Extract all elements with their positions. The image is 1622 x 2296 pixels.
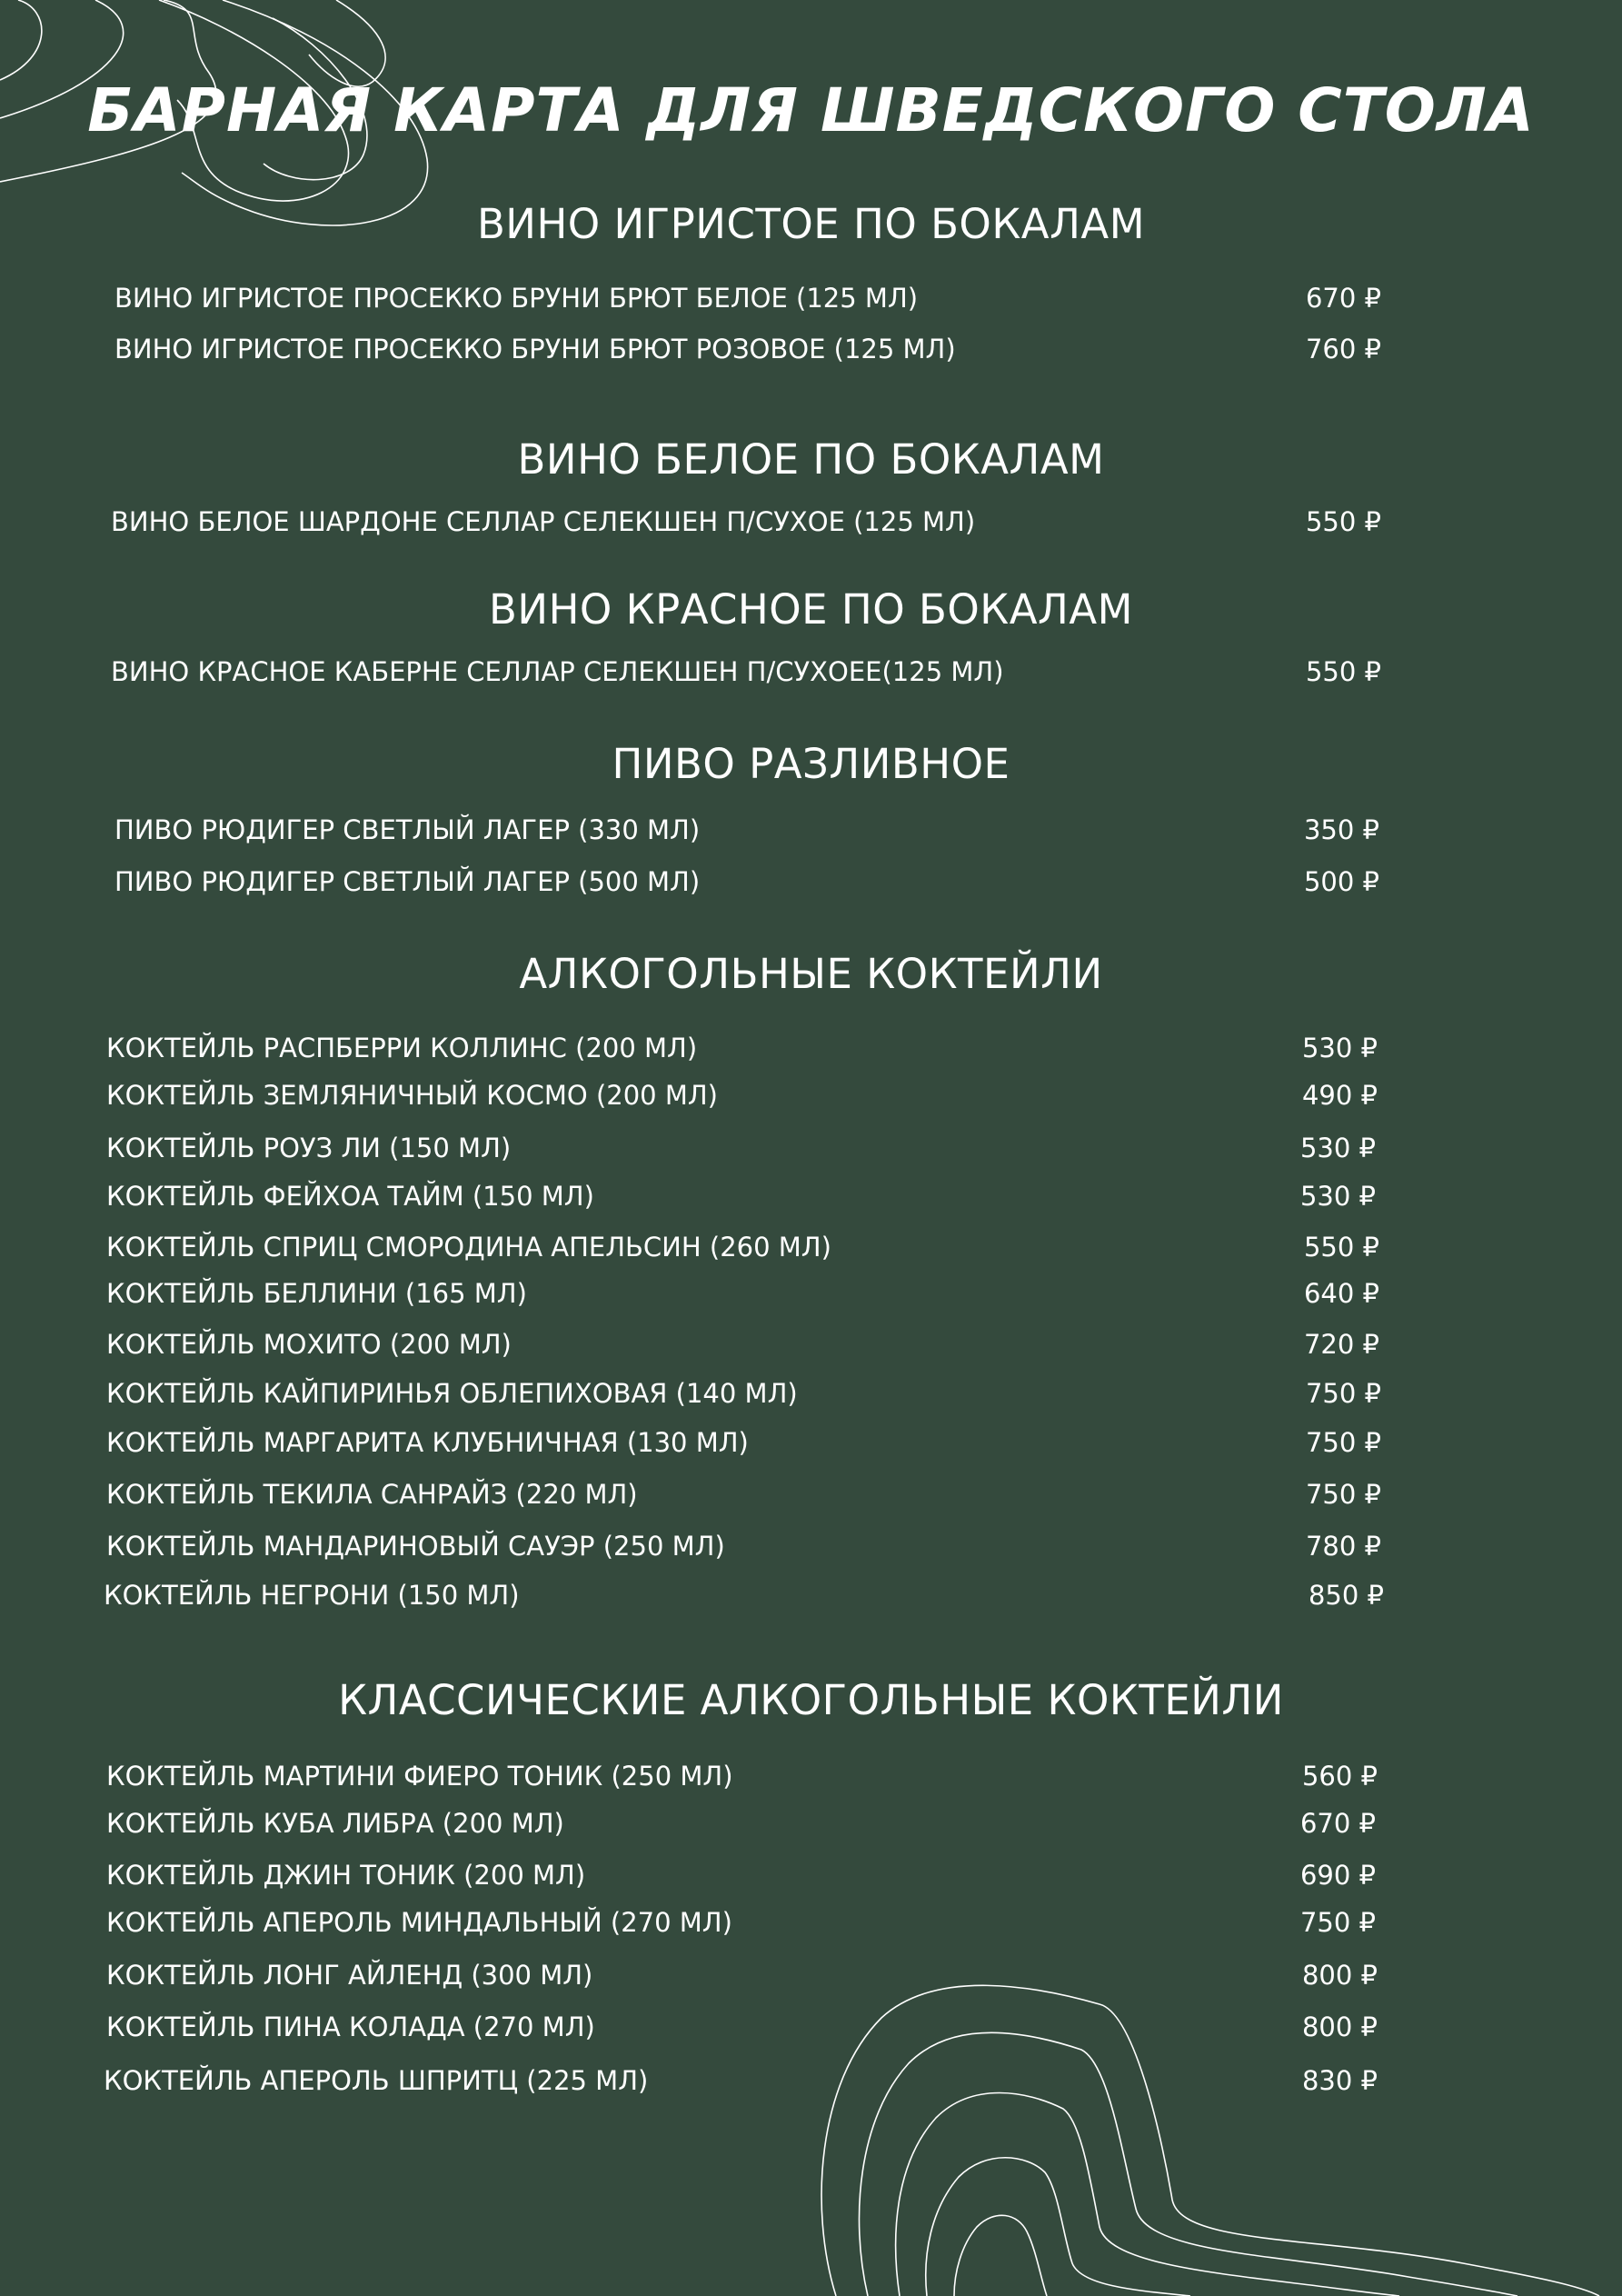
menu-item — [104, 1577, 1384, 1613]
item-price: 690 ₽ — [1299, 1860, 1376, 1891]
menu-item — [106, 1229, 1379, 1265]
menu-item — [106, 1857, 1376, 1893]
menu-title: БАРНАЯ КАРТА ДЛЯ ШВЕДСКОГО СТОЛА — [87, 75, 1535, 145]
item-name: ВИНО КРАСНОЕ КАБЕРНЕ СЕЛЛАР СЕЛЕКШЕН П/СУХОЕЕ(125 МЛ) — [111, 656, 1004, 687]
item-price: 490 ₽ — [1301, 1080, 1378, 1111]
item-name: ВИНО БЕЛОЕ ШАРДОНЕ СЕЛЛАР СЕЛЕКШЕН П/СУХОЕ (125 МЛ) — [111, 506, 976, 537]
item-name: КОКТЕЙЛЬ МОХИТО (200 МЛ) — [106, 1329, 512, 1360]
item-price: 640 ₽ — [1303, 1278, 1379, 1309]
item-name: КОКТЕЙЛЬ ФЕЙХОА ТАЙМ (150 МЛ) — [106, 1181, 594, 1212]
item-price: 800 ₽ — [1301, 2011, 1378, 2042]
menu-item — [106, 1178, 1376, 1214]
item-price: 560 ₽ — [1301, 1761, 1378, 1792]
menu-item — [106, 1424, 1381, 1461]
menu-item — [106, 1130, 1376, 1166]
item-name: КОКТЕЙЛЬ МАНДАРИНОВЫЙ САУЭР (250 МЛ) — [106, 1531, 725, 1562]
item-price: 750 ₽ — [1305, 1427, 1381, 1458]
item-name: КОКТЕЙЛЬ РОУЗ ЛИ (150 МЛ) — [106, 1133, 512, 1163]
item-price: 720 ₽ — [1303, 1329, 1379, 1360]
section-heading-sparkling-wine: ВИНО ИГРИСТОЕ ПО БОКАЛАМ — [476, 200, 1146, 248]
item-price: 750 ₽ — [1305, 1479, 1381, 1510]
section-heading-draft-beer: ПИВО РАЗЛИВНОЕ — [612, 740, 1010, 788]
menu-item — [106, 1375, 1381, 1412]
item-price: 750 ₽ — [1299, 1907, 1376, 1938]
item-name: КОКТЕЙЛЬ МАРТИНИ ФИЕРО ТОНИК (250 МЛ) — [106, 1761, 733, 1792]
item-name: КОКТЕЙЛЬ АПЕРОЛЬ ШПРИТЦ (225 МЛ) — [104, 2065, 649, 2096]
menu-item — [106, 2009, 1378, 2045]
menu-item — [111, 504, 1381, 540]
menu-item — [104, 2062, 1378, 2099]
item-price: 530 ₽ — [1299, 1181, 1376, 1212]
menu-item — [106, 1326, 1379, 1363]
item-price: 550 ₽ — [1305, 506, 1381, 537]
item-price: 760 ₽ — [1305, 334, 1381, 364]
item-price: 830 ₽ — [1301, 2065, 1378, 2096]
section-heading-classic-cocktails: КЛАССИЧЕСКИЕ АЛКОГОЛЬНЫЕ КОКТЕЙЛИ — [338, 1676, 1284, 1724]
menu-item — [106, 1030, 1378, 1066]
item-name: КОКТЕЙЛЬ ПИНА КОЛАДА (270 МЛ) — [106, 2011, 595, 2042]
item-name: КОКТЕЙЛЬ КАЙПИРИНЬЯ ОБЛЕПИХОВАЯ (140 МЛ) — [106, 1378, 798, 1409]
item-price: 670 ₽ — [1299, 1808, 1376, 1839]
item-name: КОКТЕЙЛЬ НЕГРОНИ (150 МЛ) — [104, 1580, 520, 1611]
menu-item — [106, 1904, 1376, 1941]
item-price: 780 ₽ — [1305, 1531, 1381, 1562]
menu-item — [114, 280, 1381, 316]
item-price: 500 ₽ — [1303, 866, 1379, 897]
menu-item — [106, 1957, 1378, 1993]
item-name: КОКТЕЙЛЬ ТЕКИЛА САНРАЙЗ (220 МЛ) — [106, 1479, 638, 1510]
menu-item — [114, 863, 1379, 900]
item-price: 350 ₽ — [1303, 814, 1379, 845]
menu-item — [111, 654, 1381, 690]
item-name: ПИВО РЮДИГЕР СВЕТЛЫЙ ЛАГЕР (330 МЛ) — [114, 814, 701, 845]
item-name: ВИНО ИГРИСТОЕ ПРОСЕККО БРУНИ БРЮТ РОЗОВОЕ (125 МЛ) — [114, 334, 956, 364]
item-price: 670 ₽ — [1305, 283, 1381, 314]
item-name: КОКТЕЙЛЬ ДЖИН ТОНИК (200 МЛ) — [106, 1860, 586, 1891]
item-name: КОКТЕЙЛЬ КУБА ЛИБРА (200 МЛ) — [106, 1808, 564, 1839]
item-name: КОКТЕЙЛЬ АПЕРОЛЬ МИНДАЛЬНЫЙ (270 МЛ) — [106, 1907, 732, 1938]
item-price: 850 ₽ — [1308, 1580, 1384, 1611]
item-name: КОКТЕЙЛЬ ЗЕМЛЯНИЧНЫЙ КОСМО (200 МЛ) — [106, 1080, 718, 1111]
menu-item — [106, 1275, 1379, 1312]
item-name: КОКТЕЙЛЬ МАРГАРИТА КЛУБНИЧНАЯ (130 МЛ) — [106, 1427, 749, 1458]
item-price: 750 ₽ — [1305, 1378, 1381, 1409]
item-name: КОКТЕЙЛЬ БЕЛЛИНИ (165 МЛ) — [106, 1278, 527, 1309]
menu-item — [106, 1077, 1378, 1113]
item-name: ВИНО ИГРИСТОЕ ПРОСЕККО БРУНИ БРЮТ БЕЛОЕ (125 МЛ) — [114, 283, 919, 314]
item-price: 530 ₽ — [1299, 1133, 1376, 1163]
item-price: 550 ₽ — [1303, 1232, 1379, 1263]
menu-item — [114, 812, 1379, 848]
menu-item — [106, 1758, 1378, 1794]
menu-item — [106, 1805, 1376, 1842]
menu-item — [106, 1476, 1381, 1512]
menu-item — [114, 331, 1381, 367]
item-name: КОКТЕЙЛЬ СПРИЦ СМОРОДИНА АПЕЛЬСИН (260 МЛ) — [106, 1232, 831, 1263]
section-heading-alcoholic-cocktails: АЛКОГОЛЬНЫЕ КОКТЕЙЛИ — [519, 950, 1103, 998]
item-price: 800 ₽ — [1301, 1960, 1378, 1991]
item-name: КОКТЕЙЛЬ РАСПБЕРРИ КОЛЛИНС (200 МЛ) — [106, 1033, 698, 1063]
item-price: 530 ₽ — [1301, 1033, 1378, 1063]
item-name: ПИВО РЮДИГЕР СВЕТЛЫЙ ЛАГЕР (500 МЛ) — [114, 866, 701, 897]
menu-item — [106, 1528, 1381, 1564]
section-heading-red-wine: ВИНО КРАСНОЕ ПО БОКАЛАМ — [489, 585, 1133, 634]
section-heading-white-wine: ВИНО БЕЛОЕ ПО БОКАЛАМ — [517, 435, 1105, 484]
item-name: КОКТЕЙЛЬ ЛОНГ АЙЛЕНД (300 МЛ) — [106, 1960, 593, 1991]
item-price: 550 ₽ — [1305, 656, 1381, 687]
